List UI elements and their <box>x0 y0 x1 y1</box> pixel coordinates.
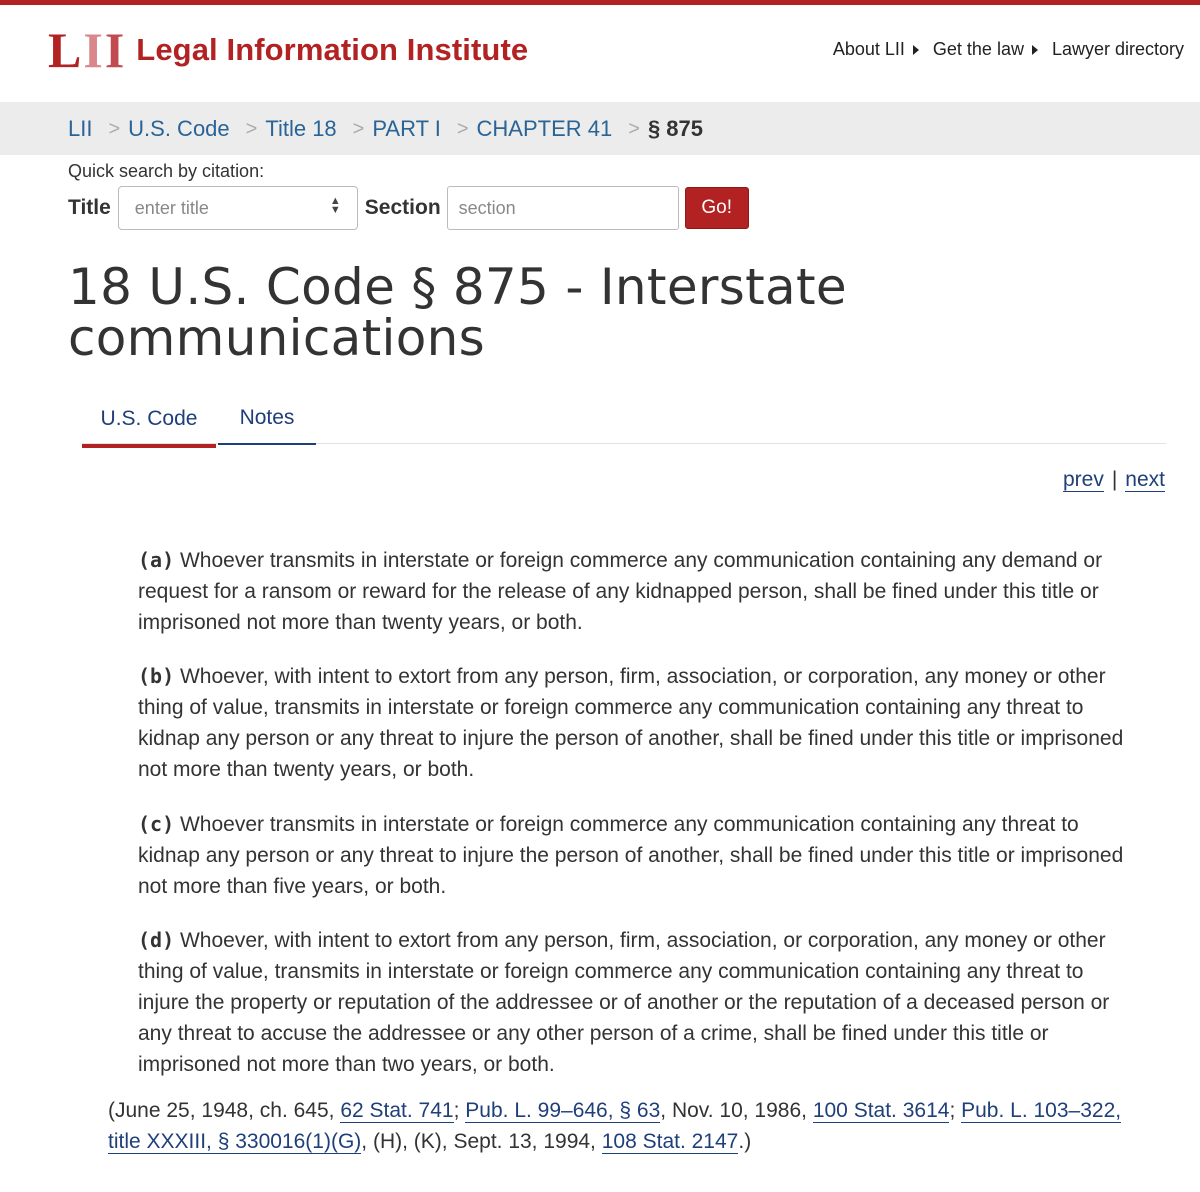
subsection-d <box>138 925 1133 1080</box>
site-header <box>0 5 1200 102</box>
logo-letter-i-light: I <box>83 22 103 78</box>
breadcrumb-separator: > <box>108 117 121 140</box>
credits-text: , (H), (K), Sept. 13, 1994, <box>361 1130 602 1153</box>
breadcrumb-separator: > <box>456 117 469 140</box>
caret-right-icon <box>913 45 919 55</box>
credits-link-100-stat-3614[interactable]: 100 Stat. 3614 <box>812 1099 950 1122</box>
breadcrumb-title-18[interactable]: Title 18 <box>265 116 337 141</box>
credits-text: ; <box>949 1099 962 1122</box>
breadcrumb-current-section: § 875 <box>647 116 703 141</box>
caret-right-icon <box>1032 45 1038 55</box>
subsection-b-mark: (b) <box>138 664 175 688</box>
next-link[interactable]: next <box>1125 468 1165 491</box>
pager-separator: | <box>1111 468 1118 491</box>
credits-link-62-stat-741[interactable]: 62 Stat. 741 <box>340 1099 454 1122</box>
subsection-d-mark: (d) <box>138 928 175 952</box>
breadcrumb-separator: > <box>352 117 365 140</box>
breadcrumb-separator: > <box>245 117 258 140</box>
nav-get-the-law[interactable] <box>933 39 1038 60</box>
content-tabs <box>82 393 1166 444</box>
prev-link[interactable]: prev <box>1062 468 1104 491</box>
breadcrumb-lii[interactable]: LII <box>68 116 93 141</box>
title-field-label: Title <box>68 196 111 219</box>
subsection-c-mark: (c) <box>138 812 175 836</box>
credits-link-108-stat-2147[interactable]: 108 Stat. 2147 <box>601 1130 739 1153</box>
breadcrumb-chapter-41[interactable]: CHAPTER 41 <box>476 116 613 141</box>
up-down-chevron-icon: ▲ ▼ <box>329 195 341 216</box>
credits-text: , Nov. 10, 1986, <box>660 1099 813 1122</box>
lii-logo-mark <box>48 22 125 78</box>
credits-text: .) <box>738 1130 752 1153</box>
title-select[interactable] <box>118 186 358 230</box>
subsection-a-text: Whoever transmits in interstate or foreign commerce any communication containing any demand or request for a ransom or reward for the release of any kidnapped person, shall be fined under this title or imprisoned not more than twenty years, or both. <box>138 549 1103 634</box>
nav-lawyer-directory-label: Lawyer directory <box>1051 39 1184 59</box>
section-input[interactable] <box>447 186 679 230</box>
quick-search-form <box>68 186 749 230</box>
nav-about-lii[interactable] <box>833 39 919 60</box>
credits-link-pub-l-99-646[interactable]: Pub. L. 99–646, § 63 <box>465 1099 661 1122</box>
title-select-placeholder: enter title <box>134 197 209 218</box>
nav-get-the-law-label: Get the law <box>932 39 1024 59</box>
breadcrumb-bar <box>0 102 1200 155</box>
page-title: 18 U.S. Code § 875 - Interstate communications <box>68 258 847 367</box>
prev-next-pager <box>1063 468 1165 492</box>
credits-link-pub-l-103-322[interactable]: Pub. L. 103–322, title XXXIII, § 330016(1)(G) <box>108 1099 1122 1153</box>
section-field-label: Section <box>364 196 441 219</box>
subsection-b-text: Whoever, with intent to extort from any person, firm, association, or corporation, any money or other thing of value, transmits in interstate or foreign commerce any communication containing any threat to kidnap any person or any threat to injure the person of another, shall be fined under this title or imprisoned not more than twenty years, or both. <box>138 665 1124 781</box>
credits-text: ; <box>453 1099 466 1122</box>
credits-text: (June 25, 1948, ch. 645, <box>108 1099 341 1122</box>
subsection-b <box>138 661 1133 785</box>
source-credits <box>108 1095 1148 1157</box>
lii-logo[interactable] <box>48 22 529 78</box>
breadcrumb-us-code[interactable]: U.S. Code <box>128 116 230 141</box>
nav-about-lii-label: About LII <box>832 39 905 59</box>
subsection-c <box>138 809 1133 902</box>
go-button[interactable]: Go! <box>685 187 749 229</box>
nav-lawyer-directory[interactable] <box>1052 39 1184 60</box>
logo-letter-i-dark: I <box>104 22 125 78</box>
subsection-d-text: Whoever, with intent to extort from any person, firm, association, or corporation, any money or other thing of value, transmits in interstate or foreign commerce any communication containing any threat to injure the property or reputation of the addressee or of another or the reputation of a deceased person or any threat to accuse the addressee or any other person of a crime, shall be fined under this title or imprisoned not more than two years, or both. <box>138 929 1110 1076</box>
tab-notes[interactable]: Notes <box>218 393 316 445</box>
subsection-a-mark: (a) <box>138 548 175 572</box>
top-nav <box>819 39 1184 60</box>
breadcrumb-separator: > <box>628 117 640 140</box>
subsection-c-text: Whoever transmits in interstate or foreign commerce any communication containing any threat to kidnap any person or any threat to injure the person of another, shall be fined under this title or imprisoned not more than five years, or both. <box>138 813 1124 898</box>
logo-text: Legal Information Institute <box>136 32 529 67</box>
subsection-a <box>138 545 1133 638</box>
logo-letter-l: L <box>48 22 82 78</box>
tab-us-code[interactable]: U.S. Code <box>82 393 216 448</box>
breadcrumb-part-i[interactable]: PART I <box>372 116 441 141</box>
breadcrumb <box>68 116 703 142</box>
quick-search-label: Quick search by citation: <box>68 161 265 181</box>
